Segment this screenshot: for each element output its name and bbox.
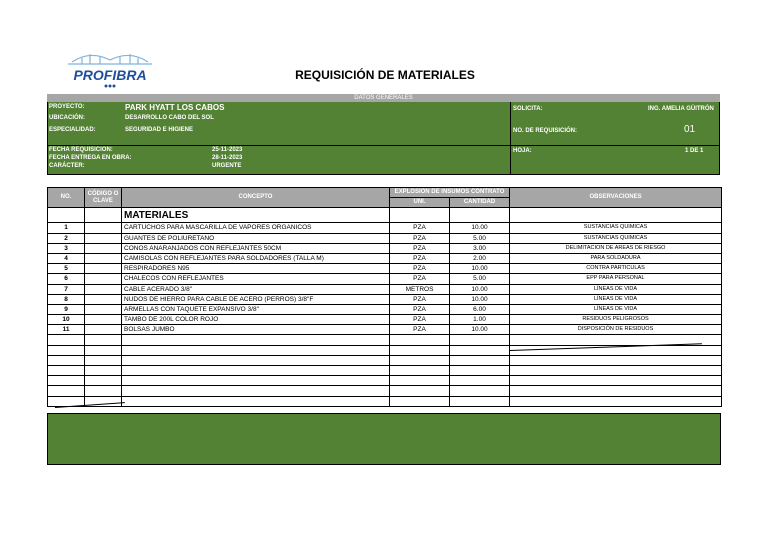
row-no: 11 [48,325,85,335]
row-cantidad: 2.00 [450,253,510,263]
row-concepto: CHALECOS CON REFLEJANTES [122,274,390,284]
row-cantidad: 10.00 [450,294,510,304]
table-row [48,274,722,284]
col-concepto: CONCEPTO [122,188,390,208]
requisicion-label: NO. DE REQUISICIÓN: [513,128,578,134]
col-observaciones: OBSERVACIONES [510,188,722,208]
table-row [48,304,722,314]
row-uni: PZA [390,264,450,274]
page-title: REQUISICIÓN DE MATERIALES [295,68,475,82]
section-title: MATERIALES [122,208,390,223]
row-cantidad: 10.00 [450,223,510,233]
row-obs: SUSTANCIAS QUIMICAS [510,233,722,243]
row-concepto: BOLSAS JUMBO [122,325,390,335]
row-obs: SUSTANCIAS QUIMICAS [510,223,722,233]
proyecto-label: PROYECTO: [49,104,85,110]
row-codigo [85,294,122,304]
row-uni: PZA [390,294,450,304]
row-codigo [85,264,122,274]
row-codigo [85,304,122,314]
col-codigo: CÓDIGO O CLAVE [85,188,122,208]
table-row [48,223,722,233]
ubicacion-label: UBICACIÓN: [49,115,85,121]
row-no: 3 [48,243,85,253]
solicita-label: SOLICITA: [513,106,543,112]
brand-name: PROFIBRA [73,67,147,83]
row-obs: DELIMITACION DE AREAS DE RIESGO [510,243,722,253]
row-concepto: ARMELLAS CON TAQUETE EXPANSIVO 3/8" [122,304,390,314]
row-uni: PZA [390,223,450,233]
proyecto-value: PARK HYATT LOS CABOS [125,103,225,112]
row-concepto: TAMBO DE 200L COLOR ROJO [122,315,390,325]
row-uni: METROS [390,284,450,294]
empty-row [48,376,722,386]
table-row [48,325,722,335]
empty-row [48,366,722,376]
row-cantidad: 10.00 [450,264,510,274]
row-no: 2 [48,233,85,243]
general-header: DATOS GENERALES [47,94,720,102]
caracter-label: CARÁCTER: [49,163,85,169]
row-no: 8 [48,294,85,304]
hoja-value: 1 DE 1 [685,148,704,154]
table-row [48,264,722,274]
row-uni: PZA [390,304,450,314]
ubicacion-value: DESARROLLO CABO DEL SOL [125,115,214,121]
supply-block [47,146,720,175]
empty-row [48,396,722,406]
row-concepto: CONOS ANARANJADOS CON REFLEJANTES 50CM [122,243,390,253]
row-obs: CONTRA PARTICULAS [510,264,722,274]
row-obs: LÍNEAS DE VIDA [510,284,722,294]
row-concepto: CARTUCHOS PARA MASCARILLA DE VAPORES ORGANICOS [122,223,390,233]
empty-row [48,386,722,396]
col-cantidad: CANTIDAD [450,198,510,208]
row-uni: PZA [390,233,450,243]
bridge-icon [68,54,152,64]
empty-row [48,335,722,345]
row-uni: PZA [390,243,450,253]
row-concepto: CABLE ACERADO 3/8" [122,284,390,294]
especialidad-label: ESPECIALIDAD: [49,127,96,133]
table-row [48,243,722,253]
row-cantidad: 6.00 [450,304,510,314]
row-codigo [85,223,122,233]
col-uni: UNI. [390,198,450,208]
row-obs: LÍNEAS DE VIDA [510,294,722,304]
table-row [48,284,722,294]
row-obs: DISPOSICIÓN DE RESIDUOS [510,325,722,335]
row-cantidad: 1.00 [450,315,510,325]
especialidad-value: SEGURIDAD E HIGIENE [125,127,194,133]
row-no: 5 [48,264,85,274]
col-no: NO. [48,188,85,208]
row-no: 4 [48,253,85,263]
row-codigo [85,325,122,335]
row-uni: PZA [390,274,450,284]
row-cantidad: 3.00 [450,243,510,253]
table-row [48,253,722,263]
row-cantidad: 10.00 [450,325,510,335]
row-no: 7 [48,284,85,294]
row-codigo [85,243,122,253]
table-row [48,315,722,325]
row-concepto: GUANTES DE POLIURETANO [122,233,390,243]
row-concepto: CAMISOLAS CON REFLEJANTES PARA SOLDADORES (TALLA M) [122,253,390,263]
row-cantidad: 5.00 [450,233,510,243]
row-uni: PZA [390,253,450,263]
solicita-value: ING. AMELIA GÜITRÓN [648,106,714,112]
profibra-logo [60,50,160,90]
row-cantidad: 10.00 [450,284,510,294]
requisicion-value: 01 [684,124,696,135]
row-codigo [85,233,122,243]
row-codigo [85,284,122,294]
footer-block [47,413,721,465]
table-row [48,294,722,304]
row-concepto: RESPIRADORES N95 [122,264,390,274]
hoja-label: HOJA: [513,148,532,154]
row-uni: PZA [390,325,450,335]
row-uni: PZA [390,315,450,325]
general-section [47,94,720,175]
row-no: 1 [48,223,85,233]
row-concepto: NUDOS DE HIERRO PARA CABLE DE ACERO (PERROS) 3/8"F [122,294,390,304]
row-obs: EPP PARA PERSONAL [510,274,722,284]
row-no: 6 [48,274,85,284]
row-codigo [85,274,122,284]
fecha-req-value: 25-11-2023 [212,147,243,153]
row-codigo [85,315,122,325]
table-row [48,233,722,243]
materials-table [47,187,722,407]
general-block [47,102,720,146]
fecha-obra-label: FECHA ENTREGA EN OBRA: [49,155,132,161]
row-obs: PARA SOLDADURA [510,253,722,263]
fecha-obra-value: 28-11-2023 [212,155,243,161]
row-codigo [85,253,122,263]
empty-row [48,355,722,365]
row-no: 9 [48,304,85,314]
row-cantidad: 5.00 [450,274,510,284]
col-explosion: EXPLOSION DE INSUMOS CONTRATO [390,188,510,198]
row-obs: RESIDUOS PELIGROSOS [510,315,722,325]
fecha-req-label: FECHA REQUISICION: [49,147,113,153]
caracter-value: URGENTE [212,163,242,169]
row-no: 10 [48,315,85,325]
row-obs: LÍNEAS DE VIDA [510,304,722,314]
